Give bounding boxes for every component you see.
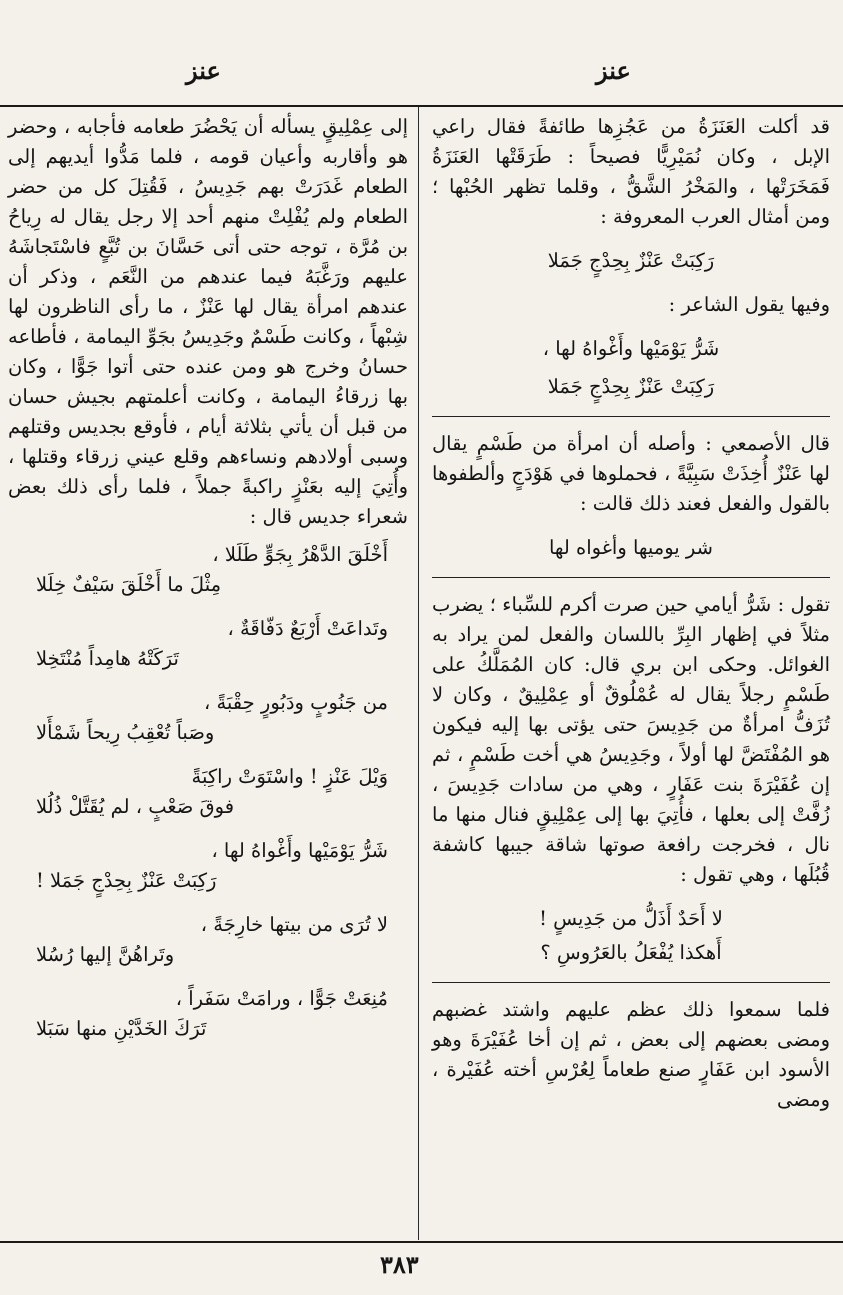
poem-hemistich-second: تَرَكَ الخَدَّيْنِ منها سَبَلا — [36, 1017, 207, 1040]
verse-line: شَرُّ يَوْمَيْها وأَغْواهُ لها ، — [542, 337, 720, 360]
running-header-left: عنز — [186, 56, 221, 85]
paragraph: فلما سمعوا ذلك عظم عليهم واشتد غضبهم ومضى بعضهم إلى بعض ، ثم إن أخا عُفَيْرَةَ وهو الأسود ابن عَفَارٍ صنع طعاماً لِعُرْسِ أخته عُفَيْرة ، ومضى — [432, 998, 830, 1111]
poem-hemistich-first: لا تُرَى من بيتها خارِجَةً ، — [200, 913, 388, 936]
poem-hemistich-second: مِثْلَ ما أَخْلَقَ سَيْفٌ خِلَلا — [36, 573, 222, 596]
paragraph: إلى عِمْلِيقٍ يسأله أن يَحْضُرَ طعامه فأجابه ، وحضر هو وأقاربه وأعيان قومه ، فلما مَدُّوا أيديهم إلى الطعام غَدَرَتْ بهم جَدِيسُ ، فَقُتِلَ كل من حضر الطعام ولم يُفْلِتْ منهم أحد إلا رجل يقال له رِياحُ بن مُرَّة ، توجه حتى أتى حَسَّانَ بن تُبَّعٍ فاسْتَجاشَهُ عليهم ورَغَّبَهُ فيما عندهم من النَّعَم ، وذكر أن عندهم امرأة يقال لها عَنْزٌ ، ما رأى الناظرون لها شِبْهاً ، وكانت طَسْمٌ وجَدِيسُ بجَوِّ اليمامة ، فأطاعه حسانُ وخرج هو ومن عنده حتى أتوا جَوًّا ، وكان بها زرقاءُ اليمامة ، وكانت أعلمتهم بجيش حسان من قبل أن يأتي بثلاثة أيام ، فأوقع بجديس وقتلهم وسبى أولادهم ونساءهم وقلع عيني زرقاء وقتلها ، وأُتِيَ إليه بعَنْزٍ راكبةً جملاً ، فلما رأى ذلك بعض شعراء جديس قال : — [8, 115, 408, 528]
left-column — [8, 112, 408, 1058]
paragraph: قال الأصمعي : وأصله أن امرأة من طَسْمٍ يقال لها عَنْزٌ أُخِذَتْ سَبِيَّةً ، فحملوها في هَوْدَجٍ وألطفوها بالقول والفعل فعند ذلك قالت : — [432, 432, 830, 515]
section-separator — [432, 416, 830, 417]
poem-hemistich-second: رَكِبَتْ عَنْزٌ بِحِدْجٍ جَمَلا ! — [36, 869, 217, 892]
poem-hemistich-first: من جَنُوبٍ ودَبُورٍ حِقْبَةً ، — [203, 691, 388, 714]
section-separator — [432, 577, 830, 578]
header-rule — [0, 105, 843, 107]
section-separator — [432, 982, 830, 983]
proverb-verse: رَكِبَتْ عَنْزٌ بِحِدْجٍ جَمَلا — [547, 249, 715, 272]
paragraph: وفيها يقول الشاعر : — [668, 293, 830, 316]
poem-hemistich-first: وتَداعَتْ أَرْبَعٌ دَفّاقَةٌ ، — [227, 617, 388, 640]
poem-hemistich-first: شَرُّ يَوْمَيْها وأَغْواهُ لها ، — [211, 839, 388, 862]
poem-hemistich-second: وصَباً تُعْقِبُ رِيحاً شَمْأَلا — [36, 721, 215, 744]
verse-line: لا أَحَدٌ أَذَلُّ من جَدِيسٍ ! — [539, 907, 723, 930]
page-number: ٣٨٣ — [380, 1250, 419, 1279]
poem — [8, 540, 408, 1044]
column-divider — [418, 107, 419, 1240]
paragraph: تقول : شَرُّ أيامي حين صرت أكرم للسِّباء ؛ يضرب مثلاً في إظهار البِرِّ باللسان والفعل لمن يراد به الغوائل. وحكى ابن بري قال: كان المُمَلَّكُ على طَسْمٍ رجلاً يقال له عُمْلُوقٌ أو عِمْلِيقٌ ، وكان لا تُزَفُّ امرأةٌ من جَدِيسَ حتى يؤتى بها إليه فيكون هو المُفْتَضَّ لها أولاً ، وجَدِيسُ هي أخت طَسْمٍ ، ثم إن عُفَيْرَةَ بنت عَفَارٍ ، وهي من سادات جَدِيسَ ، زُفَّتْ إلى بعلها ، فأُتِيَ بها إلى عِمْلِيقٍ فنال منها ما نال ، فخرجت رافعة صوتها شاقة جيبها كاشفة قُبُلَها ، وهي تقول : — [432, 593, 830, 886]
footer-rule — [0, 1241, 843, 1243]
running-header-right: عنز — [596, 56, 631, 85]
verse-line: أَهكذا يُفْعَلُ بالعَرُوسِ ؟ — [540, 941, 722, 964]
poem-hemistich-first: وَيْلَ عَنْزٍ ! واسْتَوَتْ راكِبَةً — [191, 765, 388, 788]
right-column — [432, 112, 830, 1115]
poem-hemistich-second: تَرَكَتْهُ هامِداً مُنْتَخِلا — [36, 647, 179, 670]
poem-hemistich-first: أَخْلَقَ الدَّهْرُ بِجَوٍّ طَلَلا ، — [212, 543, 388, 566]
verse-line: رَكِبَتْ عَنْزٌ بِحِدْجٍ جَمَلا — [547, 375, 715, 398]
poem-hemistich-second: وتَراهُنَّ إليها رُسُلا — [36, 943, 175, 966]
verse-line: شر يوميها وأغواه لها — [548, 536, 714, 559]
paragraph: قد أكلت العَنَزَةُ من عَجُزِها طائفةً فقال راعي الإبل ، وكان نُمَيْرِيًّا فصيحاً : طَرَقَتْها العَنَزَةُ فَمَخَرَتْها ، والمَخْرُ الشَّقُّ ، وقلما تظهر الحُبْها ؛ ومن أمثال العرب المعروفة : — [432, 115, 830, 228]
poem-hemistich-first: مُنِعَتْ جَوًّا ، ورامَتْ سَفَراً ، — [175, 987, 388, 1010]
poem-hemistich-second: فوقَ صَعْبٍ ، لم يُقَتَّلْ ذُلُلا — [36, 795, 235, 818]
